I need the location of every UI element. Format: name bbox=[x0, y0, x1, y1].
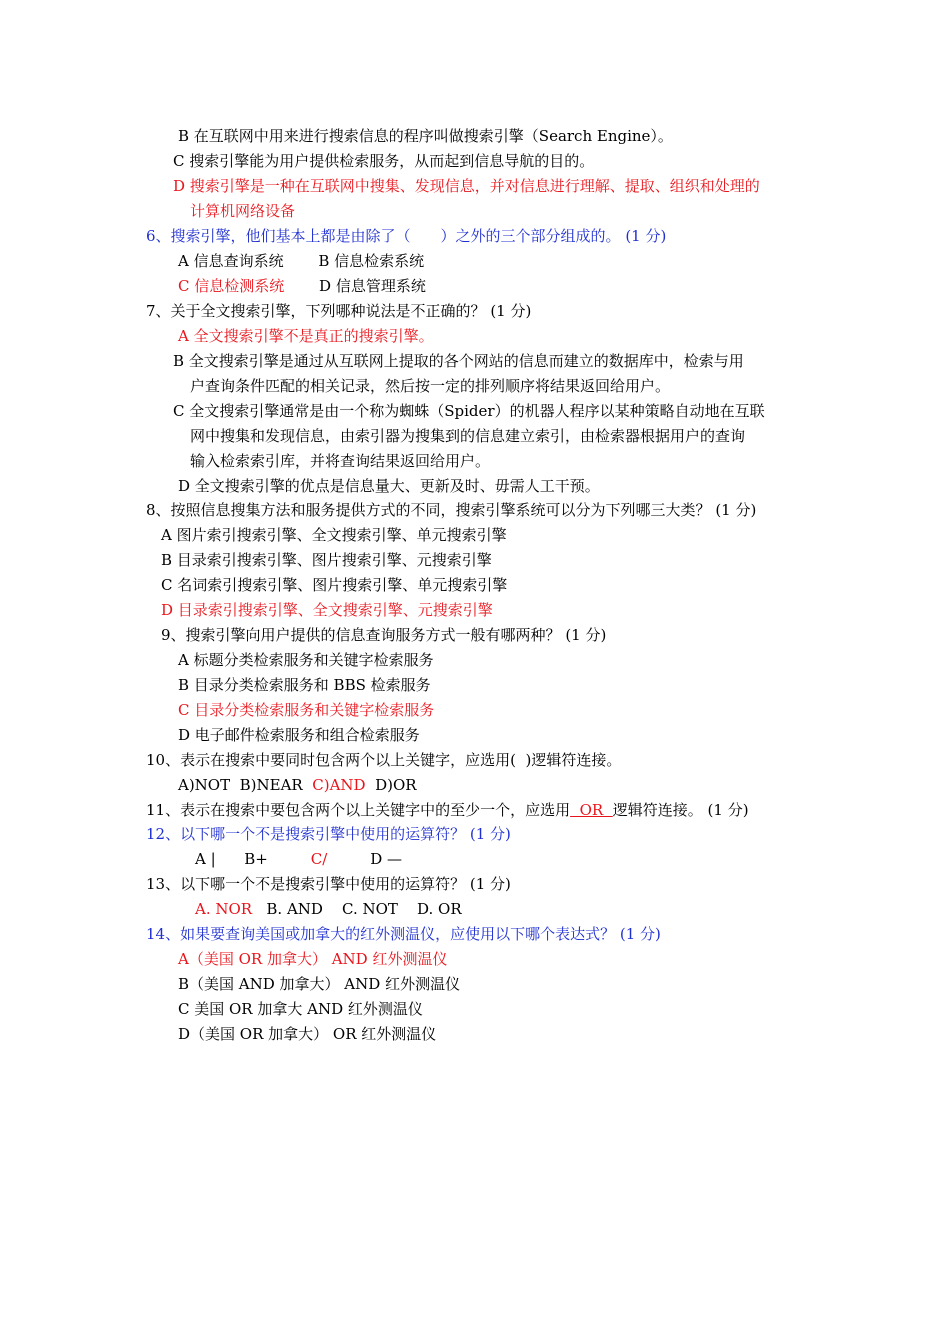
text-line bbox=[178, 675, 431, 695]
text-segment: 网中搜集和发现信息，由索引器为搜集到的信息建立索引，由检索器根据用户的查询 bbox=[190, 427, 746, 445]
text-line bbox=[161, 600, 493, 620]
text-segment: C 全文搜索引擎通常是由一个称为蜘蛛（Spider）的机器人程序以某种策略自动地在互联 bbox=[173, 402, 765, 420]
text-segment: 逻辑符连接。 (1 分) bbox=[612, 801, 749, 819]
text-segment: B 在互联网中用来进行搜索信息的程序叫做搜索引擎（Search Engine）。 bbox=[178, 127, 673, 145]
text-segment: A 图片索引搜索引擎、全文搜索引擎、单元搜索引擎 bbox=[161, 526, 507, 544]
text-line bbox=[178, 326, 434, 346]
text-line bbox=[178, 1024, 436, 1044]
text-line bbox=[173, 176, 760, 196]
text-segment: D 信息管理系统 bbox=[319, 277, 426, 295]
text-line bbox=[146, 874, 511, 894]
text-line bbox=[146, 226, 666, 246]
text-segment: A 标题分类检索服务和关键字检索服务 bbox=[178, 651, 434, 669]
text-line bbox=[146, 924, 661, 944]
text-line bbox=[173, 151, 594, 171]
text-line bbox=[178, 126, 673, 146]
text-segment: C)AND bbox=[312, 776, 366, 794]
text-line bbox=[146, 824, 511, 844]
text-segment: 13、以下哪一个不是搜索引擎中使用的运算符？ (1 分) bbox=[146, 875, 511, 893]
text-line bbox=[178, 725, 420, 745]
text-segment: A 全文搜索引擎不是真正的搜索引擎。 bbox=[178, 327, 434, 345]
text-segment: C 名词索引搜索引擎、图片搜索引擎、单元搜索引擎 bbox=[161, 576, 508, 594]
text-segment: C 搜索引擎能为用户提供检索服务，从而起到信息导航的目的。 bbox=[173, 152, 595, 170]
text-line bbox=[146, 301, 531, 321]
text-segment: 10、表示在搜索中要同时包含两个以上关键字，应选用( )逻辑符连接。 bbox=[146, 751, 622, 769]
text-line bbox=[178, 974, 460, 994]
text-segment: 输入检索索引库，并将查询结果返回给用户。 bbox=[190, 452, 491, 470]
text-line bbox=[173, 351, 744, 371]
text-line bbox=[178, 251, 424, 271]
text-segment: A 信息查询系统 bbox=[178, 252, 284, 270]
text-segment: 7、关于全文搜索引擎，下列哪种说法是不正确的？ (1 分) bbox=[146, 302, 532, 320]
text-segment: 11、表示在搜索中要包含两个以上关键字中的至少一个，应选用 bbox=[146, 801, 571, 819]
text-line bbox=[161, 625, 606, 645]
text-segment: D 搜索引擎是一种在互联网中搜集、发现信息，并对信息进行理解、提取、组织和处理的 bbox=[173, 177, 760, 195]
text-segment: B（美国 AND 加拿大） AND 红外测温仪 bbox=[178, 975, 461, 993]
text-line bbox=[178, 775, 417, 795]
text-segment: D)OR bbox=[365, 776, 417, 794]
text-line bbox=[190, 376, 670, 396]
text-segment: B 目录分类检索服务和 BBS 检索服务 bbox=[178, 676, 431, 694]
text-line bbox=[190, 451, 490, 471]
text-line bbox=[190, 426, 745, 446]
text-line bbox=[178, 949, 447, 969]
text-segment: A)NOT B)NEAR bbox=[178, 776, 313, 794]
text-segment: B. AND C. NOT D. OR bbox=[252, 900, 462, 918]
text-segment bbox=[284, 252, 319, 270]
text-segment: D 全文搜索引擎的优点是信息量大、更新及时、毋需人工干预。 bbox=[178, 477, 600, 495]
text-line bbox=[195, 849, 402, 869]
text-segment: D — bbox=[327, 850, 403, 868]
text-line bbox=[178, 999, 423, 1019]
text-segment: C 信息检测系统 bbox=[178, 277, 285, 295]
text-line bbox=[146, 800, 749, 820]
text-segment: 6、搜索引擎，他们基本上都是由除了（ ）之外的三个部分组成的。 (1 分) bbox=[146, 227, 667, 245]
text-line bbox=[178, 700, 434, 720]
text-line bbox=[146, 750, 621, 770]
text-line bbox=[161, 525, 507, 545]
text-segment: B 信息检索系统 bbox=[318, 252, 425, 270]
text-line bbox=[146, 500, 756, 520]
text-segment: 9、搜索引擎向用户提供的信息查询服务方式一般有哪两种？ (1 分) bbox=[161, 626, 607, 644]
text-line bbox=[178, 476, 600, 496]
text-segment: D 电子邮件检索服务和组合检索服务 bbox=[178, 726, 420, 744]
text-segment: C 美国 OR 加拿大 AND 红外测温仪 bbox=[178, 1000, 423, 1018]
text-segment: C 目录分类检索服务和关键字检索服务 bbox=[178, 701, 435, 719]
text-segment: D 目录索引搜索引擎、全文搜索引擎、元搜索引擎 bbox=[161, 601, 493, 619]
text-segment: OR bbox=[570, 801, 613, 819]
text-segment: B 全文搜索引擎是通过从互联网上提取的各个网站的信息而建立的数据库中，检索与用 bbox=[173, 352, 744, 370]
text-segment: 14、如果要查询美国或加拿大的红外测温仪，应使用以下哪个表达式？ (1 分) bbox=[146, 925, 661, 943]
text-line bbox=[161, 575, 507, 595]
text-line bbox=[173, 401, 765, 421]
text-segment: A. NOR bbox=[195, 900, 253, 918]
text-segment bbox=[284, 277, 319, 295]
text-segment: 12、以下哪一个不是搜索引擎中使用的运算符？ (1 分) bbox=[146, 825, 511, 843]
text-line bbox=[161, 550, 492, 570]
text-line bbox=[195, 899, 462, 919]
text-line bbox=[178, 650, 434, 670]
text-segment: B 目录索引搜索引擎、图片搜索引擎、元搜索引擎 bbox=[161, 551, 492, 569]
text-segment: A | B+ bbox=[195, 850, 311, 868]
text-segment: 户查询条件匹配的相关记录，然后按一定的排列顺序将结果返回给用户。 bbox=[190, 377, 671, 395]
text-segment: C/ bbox=[310, 850, 328, 868]
text-segment: D（美国 OR 加拿大） OR 红外测温仪 bbox=[178, 1025, 437, 1043]
text-line bbox=[178, 276, 426, 296]
text-segment: 计算机网络设备 bbox=[190, 202, 296, 220]
text-line bbox=[190, 201, 295, 221]
text-segment: 8、按照信息搜集方法和服务提供方式的不同，搜索引擎系统可以分为下列哪三大类？ (1 分) bbox=[146, 501, 757, 519]
text-segment: A（美国 OR 加拿大） AND 红外测温仪 bbox=[178, 950, 448, 968]
